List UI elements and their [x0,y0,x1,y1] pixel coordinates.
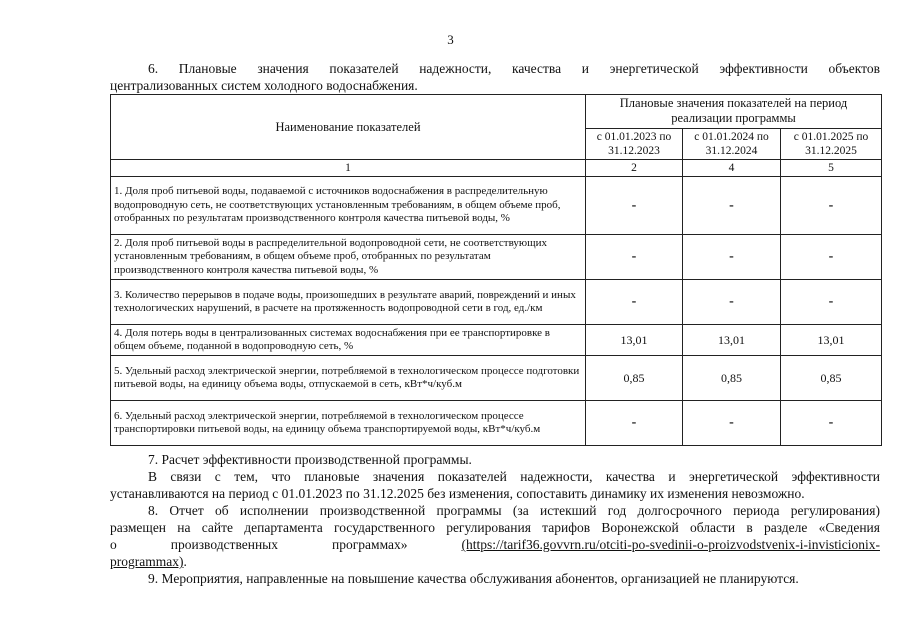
section-8-line-4 [110,553,880,570]
indicator-value: - [781,401,882,446]
table-numbering-row [111,160,882,177]
indicator-value: - [586,401,683,446]
indicator-value: 0,85 [586,356,683,401]
column-group-header: Плановые значения показателей на период реализации программы [586,95,882,129]
indicator-name: 2. Доля проб питьевой воды в распределительной водопроводной сети, не соответствующих установленным требованиям, в общем объеме проб, отобранных по результатам производственного контроля качества питьевой воды, % [111,235,586,280]
report-link[interactable]: (https://tarif36.govvrn.ru/otcіti-po-svedinii-o-proizvodstvenix-i-invisticionix- [461,537,880,552]
section-6-line-2: централизованных систем холодного водоснабжения. [110,78,418,93]
table-row [111,235,882,280]
period-2024: с 01.01.2024 по 31.12.2024 [683,128,781,159]
indicator-value: 13,01 [683,325,781,356]
word: программах» [332,537,408,552]
section-6-line-1: 6. Плановые значения показателей надежности, качества и энергетической эффективности объектов [148,61,880,76]
table-header-row [111,95,882,129]
indicators-table [110,94,882,446]
table-row [111,280,882,325]
indicator-name: 3. Количество перерывов в подаче воды, произошедших в результате аварий, повреждений и иных технологических нарушений, в расчете на протяженность водопроводной сети в год, ед./км [111,280,586,325]
indicator-value: 0,85 [683,356,781,401]
report-link-continued[interactable]: programmax) [110,554,184,569]
indicator-value: - [781,280,882,325]
table-row [111,177,882,235]
section-8-line-1: 8. Отчет об исполнении производственной программы (за истекший год долгосрочного периода регулирования) [148,503,880,518]
word: производственных [170,537,279,552]
indicator-value: - [586,280,683,325]
indicator-name: 6. Удельный расход электрической энергии, потребляемой в технологическом процессе транспортировки питьевой воды, на единицу объема транспортируемой воды, кВт*ч/куб.м [111,401,586,446]
indicator-name: 5. Удельный расход электрической энергии, потребляемой в технологическом процессе подготовки питьевой воды, на единицу объема воды, отпускаемой в сеть, кВт*ч/куб.м [111,356,586,401]
section-9: 9. Мероприятия, направленные на повышение качества обслуживания абонентов, организацией не планируются. [148,571,799,586]
word: о [110,537,117,552]
section-7-line-1: В связи с тем, что плановые значения показателей надежности, качества и энергетической эффективности [148,469,880,484]
indicator-value: - [781,235,882,280]
indicator-value: - [683,401,781,446]
indicator-value: 0,85 [781,356,882,401]
indicator-value: 13,01 [586,325,683,356]
section-8-line-3 [110,536,880,553]
section-7-line-2: устанавливаются на период с 01.01.2023 по 31.12.2025 без изменения, сопоставить динамику их изменения невозможно. [110,486,805,501]
period-2025: с 01.01.2025 по 31.12.2025 [781,128,882,159]
indicator-name: 1. Доля проб питьевой воды, подаваемой с источников водоснабжения в распределительную водопроводную сеть, не соответствующих установленным требованиям, в общем объеме проб, отобранных по результатам производственного контроля качества питьевой воды, % [111,177,586,235]
col-number: 4 [683,160,781,177]
col-number: 2 [586,160,683,177]
indicator-value: - [781,177,882,235]
table-row [111,401,882,446]
indicator-value: - [683,177,781,235]
indicator-value: - [586,235,683,280]
indicator-value: - [586,177,683,235]
period-2023: с 01.01.2023 по 31.12.2023 [586,128,683,159]
page-number: 3 [447,32,454,47]
table-row [111,356,882,401]
column-header-name: Наименование показателей [111,95,586,160]
col-number: 1 [111,160,586,177]
indicator-value: - [683,280,781,325]
section-7-heading: 7. Расчет эффективности производственной программы. [148,452,472,467]
table-row [111,325,882,356]
sentence-end: . [183,554,187,569]
section-6-heading [110,60,880,94]
section-8-line-2: размещен на сайте департамента государственного регулирования тарифов Воронежской области в разделе «Сведения [110,520,880,535]
indicator-name: 4. Доля потерь воды в централизованных системах водоснабжения при ее транспортировке в общем объеме, поданной в водопроводную сеть, % [111,325,586,356]
indicator-value: 13,01 [781,325,882,356]
indicator-value: - [683,235,781,280]
col-number: 5 [781,160,882,177]
